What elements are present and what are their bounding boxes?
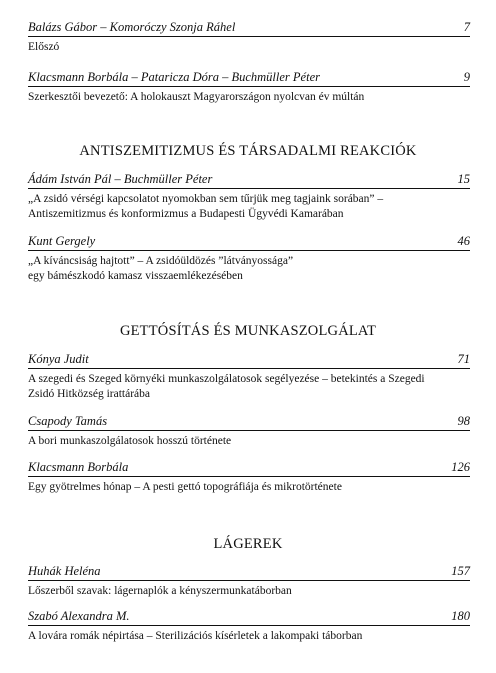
entry-title <box>28 192 470 222</box>
entry-title-line: A bori munkaszolgálatosok hosszú története <box>28 435 232 447</box>
entry-title-line: Antiszemitizmus és konformizmus a Budapesti Ügyvédi Kamarában <box>28 208 344 220</box>
entry-title <box>28 254 470 284</box>
toc-entry-header <box>28 70 470 87</box>
entry-page-number: 15 <box>457 172 470 186</box>
entry-authors: Kunt Gergely <box>28 234 96 248</box>
toc-entry <box>28 609 470 644</box>
entry-title-line: „A kíváncsiság hajtott” – A zsidóüldözés ”látványossága” <box>28 255 294 267</box>
entry-authors: Kónya Judit <box>28 352 89 366</box>
section-heading: LÁGEREK <box>213 536 283 552</box>
entry-title-line: A lovára romák népirtása – Sterilizációs kísérletek a lakompaki táborban <box>28 630 363 642</box>
toc-entry-header <box>28 20 470 37</box>
toc-entry-header <box>28 352 470 369</box>
entry-authors: Huhák Heléna <box>28 564 101 578</box>
entry-title <box>28 480 470 495</box>
entry-title <box>28 629 470 644</box>
entry-page-number: 157 <box>451 564 470 578</box>
entry-authors: Csapody Tamás <box>28 414 108 428</box>
entry-title: Szerkesztői bevezető: A holokauszt Magyarországon nyolcvan év múltán <box>28 91 365 103</box>
entry-title <box>28 372 470 402</box>
entry-page-number: 7 <box>463 20 470 34</box>
entry-page-number: 9 <box>463 70 470 84</box>
entry-authors: Klacsmann Borbála <box>28 460 129 474</box>
entry-title-line: A szegedi és Szeged környéki munkaszolgálatosok segélyezése – betekintés a Szegedi <box>28 373 425 385</box>
entry-title-line: Lőszerből szavak: lágernaplók a kényszermunkatáborban <box>28 585 292 597</box>
toc-entry-header <box>28 234 470 251</box>
entry-page-number: 126 <box>451 460 470 474</box>
entry-title <box>28 584 470 599</box>
entry-title-line: egy bámészkodó kamasz visszaemlékezésében <box>28 270 243 282</box>
toc-entry <box>28 20 470 55</box>
toc-entry-header <box>28 609 470 626</box>
entry-title <box>28 434 470 449</box>
entry-authors: Szabó Alexandra M. <box>28 609 130 623</box>
toc-entry <box>28 414 470 449</box>
entry-title-line: „A zsidó vérségi kapcsolatot nyomokban sem tűrjük meg tagjaink sorában” – <box>28 193 384 205</box>
entry-authors: Ádám István Pál – Buchmüller Péter <box>28 172 213 186</box>
entry-authors: Balázs Gábor – Komoróczy Szonja Ráhel <box>28 20 236 34</box>
entry-title-line: Zsidó Hitközség irattárába <box>28 388 150 400</box>
section-heading: GETTÓSÍTÁS ÉS MUNKASZOLGÁLAT <box>119 323 377 339</box>
entry-authors: Klacsmann Borbála – Pataricza Dóra – Buchmüller Péter <box>28 70 320 84</box>
toc-entry-header <box>28 172 470 189</box>
section-heading: ANTISZEMITIZMUS ÉS TÁRSADALMI REAKCIÓK <box>79 143 417 159</box>
toc-entry <box>28 352 470 402</box>
toc-entry <box>28 460 470 495</box>
entry-page-number: 71 <box>457 352 470 366</box>
entry-title-line: Egy gyötrelmes hónap – A pesti gettó topográfiája és mikrotörténete <box>28 481 342 493</box>
toc-entry <box>28 70 470 105</box>
toc-entry <box>28 234 470 284</box>
toc-entry <box>28 564 470 599</box>
entry-page-number: 46 <box>457 234 470 248</box>
entry-page-number: 180 <box>451 609 470 623</box>
entry-title: Előszó <box>28 41 60 53</box>
toc-entry-header <box>28 564 470 581</box>
entry-page-number: 98 <box>457 414 470 428</box>
toc-entry <box>28 172 470 222</box>
toc-entry-header <box>28 460 470 477</box>
toc-entry-header <box>28 414 470 431</box>
